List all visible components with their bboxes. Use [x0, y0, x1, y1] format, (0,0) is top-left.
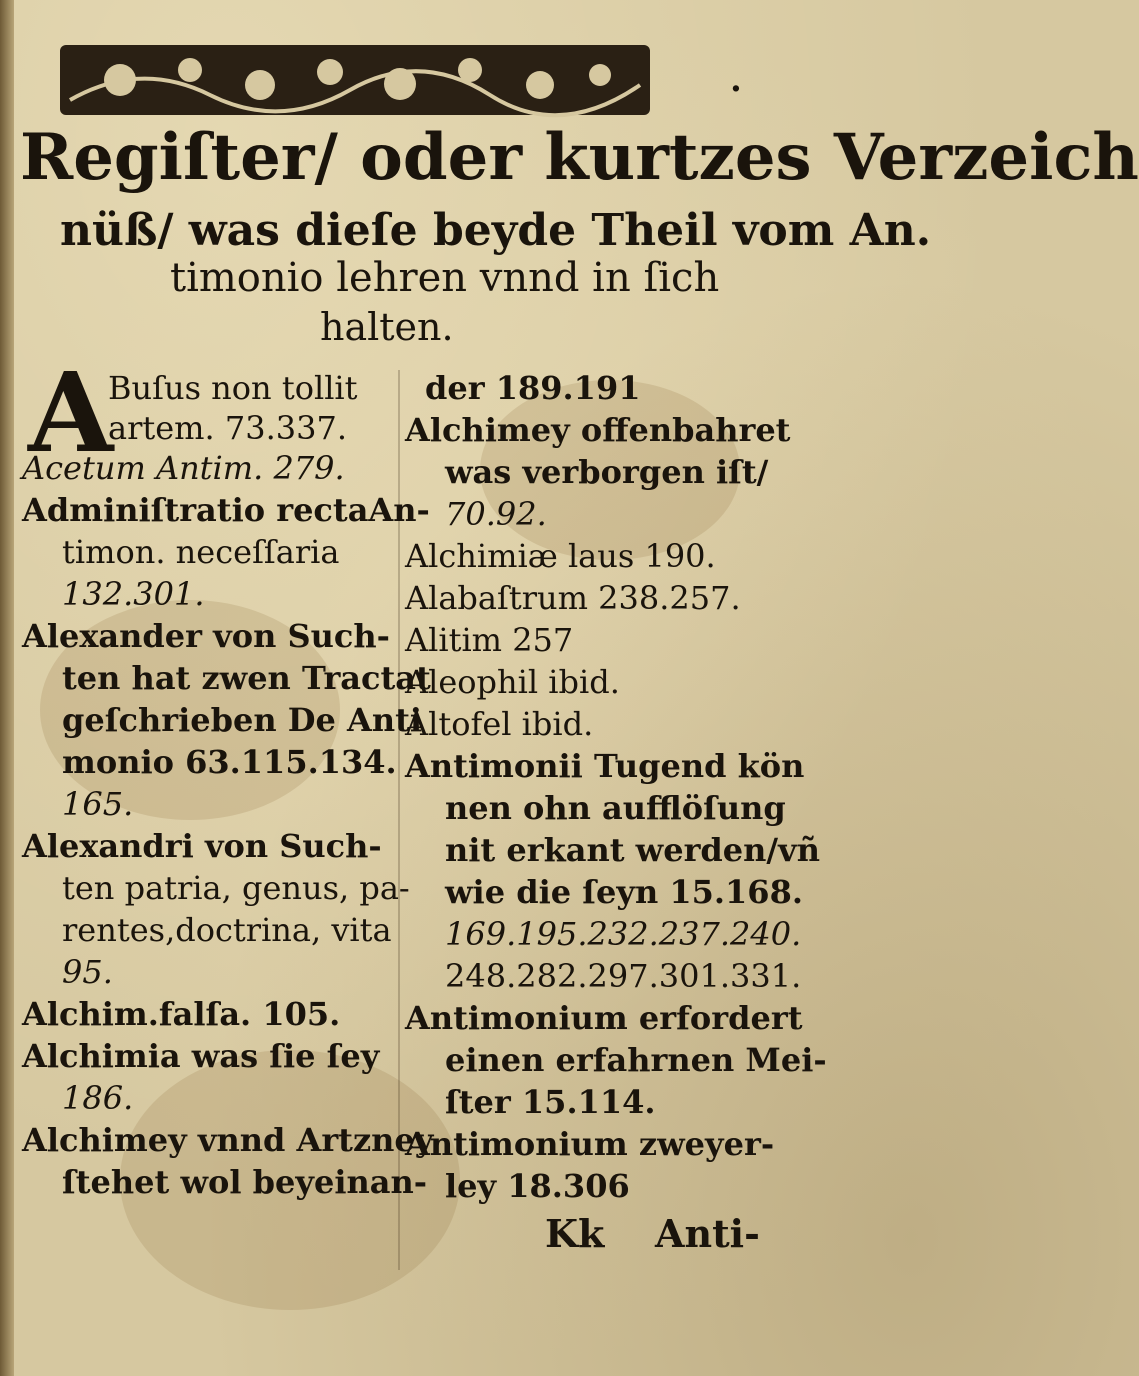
page-edge	[0, 0, 14, 1376]
index-entry: ſter 15.114.	[445, 1083, 656, 1121]
index-entry: was verborgen iſt/	[445, 453, 769, 491]
index-entry: Alexandri von Such-	[22, 827, 382, 865]
index-entry: rentes,doctrina, vita	[62, 911, 392, 949]
index-entry: ten hat zwen Tractat	[62, 659, 431, 697]
index-entry: ley 18.306	[445, 1167, 630, 1205]
index-entry: artem. 73.337.	[108, 409, 347, 447]
catchword: Anti-	[655, 1211, 760, 1256]
index-entry: Alchimey offenbahret	[405, 411, 791, 449]
title-line-4: halten.	[320, 305, 454, 349]
index-entry: ſtehet wol beyeinan-	[62, 1163, 428, 1201]
index-entry: nit erkant werden/vñ	[445, 831, 820, 869]
index-entry: Alabaſtrum 238.257.	[405, 579, 741, 617]
index-entry: Buſus non tollit	[108, 369, 358, 407]
drop-cap: A	[28, 348, 114, 477]
index-entry: Acetum Antim. 279.	[22, 449, 345, 487]
index-entry: wie die ſeyn 15.168.	[445, 873, 803, 911]
index-entry: Alchim.falſa. 105.	[22, 995, 341, 1033]
index-entry: Alchimia was ſie ſey	[22, 1037, 380, 1075]
index-entry: ten patria, genus, pa-	[62, 869, 410, 907]
index-entry: Adminiſtratio rectaAn-	[22, 491, 430, 529]
index-entry: Altofel ibid.	[405, 705, 594, 743]
index-entry: monio 63.115.134.	[62, 743, 397, 781]
index-entry: Alchimiæ laus 190.	[405, 537, 716, 575]
index-entry: 132.301.	[62, 575, 205, 613]
index-entry: 165.	[62, 785, 134, 823]
index-entry: 186.	[62, 1079, 134, 1117]
signature-mark: Kk	[545, 1211, 605, 1256]
index-entry: geſchrieben De Anti	[62, 701, 423, 739]
index-entry: nen ohn aufflöſung	[445, 789, 786, 827]
ornamental-headpiece	[60, 40, 650, 120]
title-line-1: Regiſter/ oder kurtzes Verzeich	[20, 120, 1139, 195]
index-entry: 95.	[62, 953, 113, 991]
corner-mark: .	[730, 60, 742, 100]
index-entry: Aleophil ibid.	[405, 663, 620, 701]
title-line-3: timonio lehren vnnd in ſich	[170, 255, 720, 301]
index-entry: Alitim 257	[405, 621, 574, 659]
index-entry: Antimonium zweyer-	[405, 1125, 775, 1163]
index-entry: timon. neceſſaria	[62, 533, 340, 571]
title-line-2: nüß/ was dieſe beyde Theil vom An.	[60, 205, 932, 256]
index-entry: Alchimey vnnd Artzney	[22, 1121, 434, 1159]
index-entry: Antimonium erfordert	[405, 999, 803, 1037]
index-entry: 70.92.	[445, 495, 547, 533]
index-entry: 248.282.297.301.331.	[445, 957, 802, 995]
index-entry: einen erfahrnen Mei-	[445, 1041, 827, 1079]
index-entry: Antimonii Tugend kön	[405, 747, 805, 785]
index-entry: 169.195.232.237.240.	[445, 915, 802, 953]
index-entry: der 189.191	[425, 369, 641, 407]
index-entry: Alexander von Such-	[22, 617, 390, 655]
